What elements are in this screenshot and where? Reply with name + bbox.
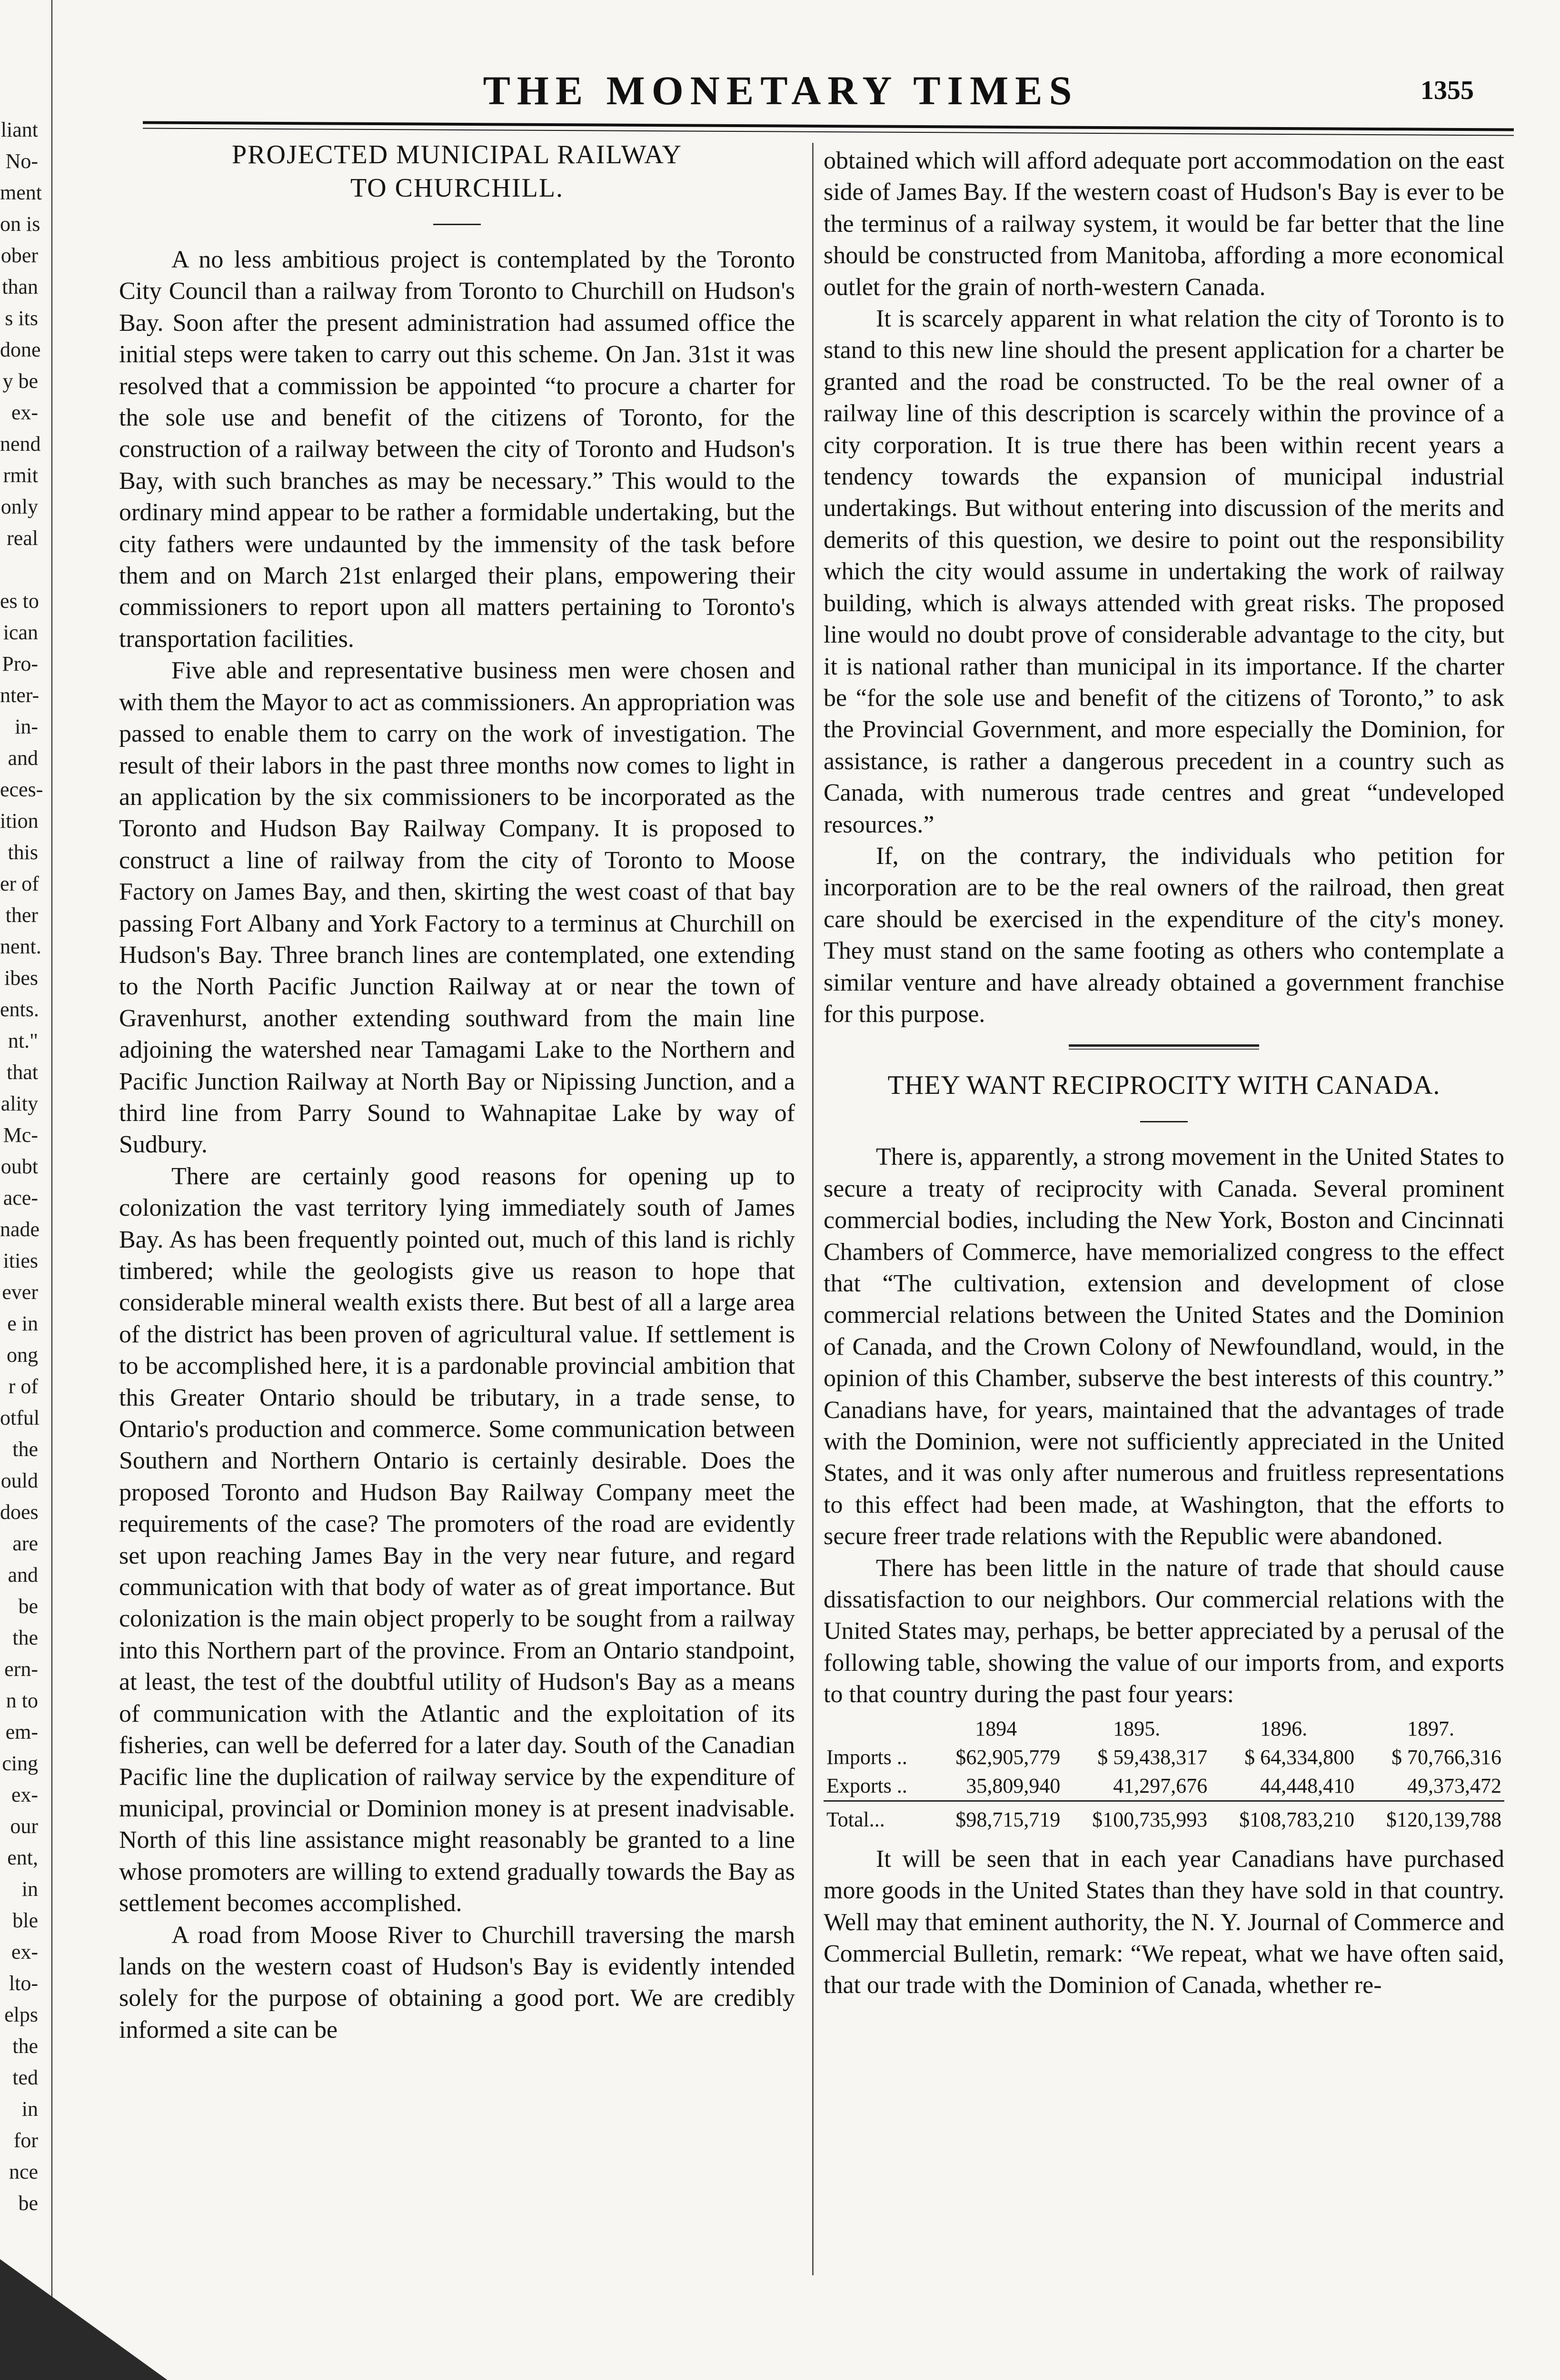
- value-cell: 35,809,940: [966, 1774, 1061, 1797]
- margin-fragment: otful: [0, 1406, 40, 1429]
- article1-paragraph: If, on the contrary, the individuals who petition for incorporation are to be the real owners of the railroad, then great care should be exercised in the expenditure of the city's money. They must stand on the same footing as others who contemplate a similar venture and have already obtained a government franchise for this purpose.: [824, 842, 1504, 1028]
- margin-fragment: cing: [2, 1752, 38, 1775]
- margin-fragment: and: [8, 746, 38, 770]
- article2-paragraph: There has been little in the nature of trade that should cause dissatisfaction to our neighbors. Our commercial relations with the United States may, perhaps, be better appreciated by a perusal of the following table, showing the value of our imports from, and exports to that country during the past four years:: [824, 1554, 1504, 1708]
- margin-fragment: em-: [5, 1720, 38, 1744]
- value-cell: $62,905,779: [955, 1745, 1061, 1769]
- article1-headline: [119, 138, 795, 205]
- article2-headline: THEY WANT RECIPROCITY WITH CANADA.: [887, 1071, 1441, 1101]
- value-cell: 41,297,676: [1113, 1774, 1208, 1797]
- year-cell: 1896.: [1260, 1716, 1308, 1740]
- margin-fragment: nter-: [0, 684, 40, 707]
- margin-fragment: liant: [0, 118, 38, 141]
- margin-fragment: ican: [3, 621, 38, 644]
- margin-fragment: ex-: [11, 1940, 38, 1964]
- margin-fragment: and: [8, 1563, 38, 1587]
- margin-fragment: ent,: [7, 1846, 38, 1869]
- trade-table: [824, 1715, 1504, 1834]
- value-cell: $108,783,210: [1210, 1801, 1357, 1834]
- margin-fragment: the: [12, 1626, 38, 1649]
- value-cell: $98,715,719: [929, 1801, 1063, 1834]
- column-divider: [812, 143, 814, 2275]
- margin-fragment: nt.": [8, 1029, 38, 1052]
- value-cell: $120,139,788: [1357, 1801, 1504, 1834]
- margin-fragment: be: [18, 2192, 38, 2215]
- value-cell: $ 70,766,316: [1391, 1745, 1501, 1769]
- previous-page-margin-text: [0, 114, 43, 2247]
- margin-fragment: ibes: [4, 966, 38, 990]
- margin-fragment: this: [8, 841, 38, 864]
- row-label: Imports ..: [826, 1745, 907, 1769]
- year-cell: 1897.: [1407, 1716, 1455, 1740]
- value-cell: 44,448,410: [1260, 1774, 1355, 1797]
- margin-fragment: for: [13, 2129, 38, 2152]
- margin-fragment: eces-: [0, 778, 43, 801]
- margin-fragment: er of: [0, 872, 39, 895]
- margin-fragment: ex-: [11, 401, 38, 424]
- margin-fragment: ong: [7, 1343, 38, 1367]
- trade-table-row-total: [824, 1801, 1504, 1834]
- margin-fragment: the: [12, 1438, 38, 1461]
- year-cell: 1895.: [1113, 1716, 1161, 1740]
- margin-fragment: r of: [8, 1375, 38, 1398]
- margin-fragment: ment: [0, 181, 42, 204]
- trade-table-row-imports: [824, 1743, 1504, 1772]
- article2-paragraph: It will be seen that in each year Canadians have purchased more goods in the United States than they have sold in that country. Well may that eminent authority, the N. Y. Journal of Commerce and Commercial Bulletin, remark: “We repeat, what we have often said, that our trade with the Dominion of Canada, whether re-: [824, 1845, 1504, 1999]
- margin-fragment: ble: [12, 1909, 38, 1932]
- margin-fragment: in-: [15, 715, 38, 738]
- margin-fragment: only: [0, 495, 38, 518]
- headline-rule: [1140, 1121, 1188, 1122]
- margin-fragment: ace-: [3, 1186, 38, 1210]
- margin-fragment: rmit: [3, 464, 38, 487]
- margin-fragment: [0, 554, 38, 585]
- margin-fragment: our: [10, 1815, 38, 1838]
- margin-fragment: are: [12, 1532, 38, 1555]
- year-cell: 1894: [975, 1716, 1017, 1740]
- margin-fragment: n to: [6, 1689, 38, 1712]
- article-separator-rule-thin: [1069, 1049, 1259, 1050]
- margin-fragment: ern-: [4, 1657, 38, 1681]
- margin-fragment: ality: [0, 1092, 38, 1115]
- margin-fragment: Mc-: [3, 1123, 38, 1147]
- margin-fragment: nent.: [0, 935, 41, 958]
- margin-fragment: in: [21, 1877, 38, 1901]
- article1-paragraph: A road from Moose River to Churchill traversing the marsh lands on the western coast of Hudson's Bay is evidently intended solely for the purpose of obtaining a good port. We are credibly informed a site can be: [119, 1921, 795, 2043]
- article1-paragraph: A no less ambitious project is contemplated by the Toronto City Council than a railway from Toronto to Churchill on Hudson's Bay. Soon after the present administration had assumed office the initial steps were taken to carry out this scheme. On Jan. 31st it was resolved that a commission be appointed “to procure a charter for the sole use and benefit of the citizens of Toronto, for the construction of a railway between the city of Toronto and Hudson's Bay, with such branches as may be necessary.” This would to the ordinary mind appear to be rather a formidable undertaking, but the city fathers were undaunted by the immensity of the task before them and on March 21st enlarged their plans, empowering their commissioners to report upon all matters pertaining to Toronto's transportation facilities.: [119, 246, 795, 653]
- article1-title-line2: TO CHURCHILL.: [350, 173, 564, 203]
- row-label: Exports ..: [826, 1774, 907, 1797]
- row-label: Total...: [824, 1801, 929, 1834]
- margin-fragment: oubt: [0, 1155, 38, 1178]
- value-cell: 49,373,472: [1407, 1774, 1501, 1797]
- margin-fragment: nend: [0, 432, 41, 456]
- page-edge-rule: [51, 0, 52, 2370]
- value-cell: $100,735,993: [1063, 1801, 1210, 1834]
- margin-fragment: ents.: [0, 998, 39, 1021]
- margin-fragment: ever: [2, 1280, 38, 1304]
- value-cell: $ 64,334,800: [1244, 1745, 1355, 1769]
- margin-fragment: nade: [0, 1218, 40, 1241]
- margin-fragment: does: [0, 1500, 39, 1524]
- margin-fragment: No-: [5, 149, 38, 173]
- margin-fragment: on is: [0, 212, 40, 236]
- margin-fragment: y be: [2, 369, 38, 393]
- margin-fragment: done: [0, 338, 41, 361]
- margin-fragment: than: [2, 275, 38, 298]
- masthead-title: THE MONETARY TIMES: [483, 68, 1079, 113]
- article1-paragraph: It is scarcely apparent in what relation the city of Toronto is to stand to this new line should the present application for a charter be granted and the road be constructed. To be the real owner of a railway line of this description is scarcely within the province of a city corporation. It is true there has been within recent years a tendency towards the expansion of municipal industrial undertakings. But without entering into discussion of the merits and demerits of this question, we desire to point out the responsibility which the city would assume in undertaking the work of railway building, which is always attended with great risks. The proposed line would no doubt prove of considerable advantage to the city, but it is national rather than municipal in its importance. If the charter be “for the sole use and benefit of the citizens of Toronto,” to ask the Provincial Government, and more especially the Dominion, for assistance, is rather a dangerous precedent in a country such as Canada, with numerous trade centres and great “undeveloped resources.”: [824, 305, 1504, 838]
- margin-fragment: be: [18, 1595, 38, 1618]
- margin-fragment: es to: [0, 589, 39, 613]
- margin-fragment: ities: [3, 1249, 38, 1272]
- margin-fragment: e in: [7, 1312, 38, 1335]
- margin-fragment: the: [12, 2034, 38, 2058]
- page-corner-shadow: [0, 2259, 171, 2380]
- margin-fragment: ted: [12, 2066, 38, 2089]
- margin-fragment: lto-: [9, 1972, 38, 1995]
- trade-table-row-exports: [824, 1772, 1504, 1801]
- margin-fragment: s its: [5, 307, 38, 330]
- value-cell: $ 59,438,317: [1097, 1745, 1208, 1769]
- article1-title-line1: PROJECTED MUNICIPAL RAILWAY: [232, 140, 682, 169]
- margin-fragment: ex-: [11, 1783, 38, 1806]
- article1-paragraph: There are certainly good reasons for opening up to colonization the vast territory lying immediately south of James Bay. As has been frequently pointed out, much of this land is richly timbered; while the geologists give us reason to hope that considerable mineral wealth exists there. But best of all a large area of the district has been proven of agricultural value. If settlement is to be accomplished here, it is a pardonable provincial ambition that this Greater Ontario should be tributary, in a trade sense, to Ontario's production and commerce. Some communication between Southern and Northern Ontario is certainly desirable. Does the proposed Toronto and Hudson Bay Railway Company meet the requirements of the case? The promoters of the road are evidently set upon reaching James Bay in the very near future, and regard communication with that body of water as of great importance. But colonization is the main object properly to be sought from a railway into this Northern part of the province. From an Ontario standpoint, at least, the test of the doubtful utility of Hudson's Bay as a means of communication with the Atlantic and the exploitation of its fisheries, can well be deferred for a later day. South of the Canadian Pacific line the duplication of railway service by the expenditure of municipal, provincial or Dominion money is at present inadvisable. North of this line assistance might reasonably be granted to a line whose promoters are willing to extend gradually towards the Bay as settlement becomes accomplished.: [119, 1162, 795, 1917]
- margin-fragment: ould: [0, 1469, 38, 1492]
- article-separator-rule: [1069, 1044, 1259, 1047]
- article1-paragraph-continued: obtained which will afford adequate port accommodation on the east side of James Bay. If the western coast of Hudson's Bay is ever to be the terminus of a railway system, it would be far better that the line should be constructed from Manitoba, affording a more economical outlet for the grain of north-western Canada.: [824, 147, 1504, 301]
- page-number: 1355: [1421, 76, 1474, 105]
- margin-fragment: nce: [9, 2160, 38, 2183]
- margin-fragment: ober: [0, 244, 38, 267]
- right-column: [824, 145, 1504, 2002]
- margin-fragment: ther: [5, 903, 38, 927]
- left-column: [119, 138, 795, 2046]
- trade-table-years-row: [824, 1715, 1504, 1743]
- margin-fragment: Pro-: [2, 652, 38, 675]
- headline-rule: [433, 224, 481, 225]
- margin-fragment: that: [7, 1061, 38, 1084]
- margin-fragment: in: [21, 2097, 38, 2121]
- margin-fragment: ition: [0, 809, 39, 833]
- margin-fragment: real: [7, 526, 38, 550]
- article2-paragraph: There is, apparently, a strong movement in the United States to secure a treaty of reciprocity with Canada. Several prominent commercial bodies, including the New York, Boston and Cincinnati Chambers of Commerce, have memorialized congress to the effect that “The cultivation, extension and development of close commercial relations between the United States and the Dominion of Canada, and the Crown Colony of Newfoundland, would, in the opinion of this Chamber, subserve the best interests of this country.” Canadians have, for years, maintained that the advantages of trade with the Dominion, were not sufficiently appreciated in the United States, and it was only after numerous and fruitless representations to this effect had been made, at Washington, that the efforts to secure freer trade relations with the Republic were abandoned.: [824, 1143, 1504, 1550]
- article1-paragraph: Five able and representative business men were chosen and with them the Mayor to act as commissioners. An appropriation was passed to enable them to carry on the work of investigation. The result of their labors in the past three months now comes to light in an application by the six commissioners to be incorporated as the Toronto and Hudson Bay Railway Company. It is proposed to construct a line of railway from the city of Toronto to Moose Factory on James Bay, and then, skirting the west coast of that bay passing Fort Albany and York Factory to a terminus at Churchill on Hudson's Bay. Three branch lines are contemplated, one extending to the North Pacific Junction Railway at or near the town of Gravenhurst, another extending southward from the main line adjoining the watershed near Tamagami Lake to the Northern and Pacific Junction Railway at North Bay or Nipissing Junction, and a third line from Parry Sound to Wahnapitae Lake by way of Sudbury.: [119, 657, 795, 1159]
- margin-fragment: elps: [4, 2003, 38, 2026]
